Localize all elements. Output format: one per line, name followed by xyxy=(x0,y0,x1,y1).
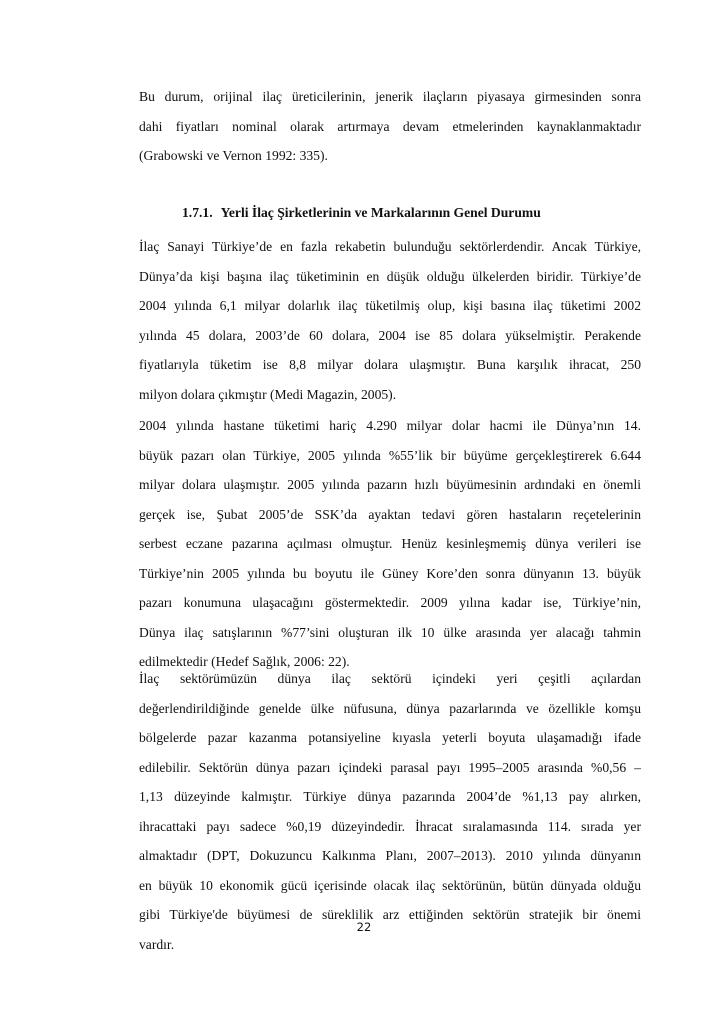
text-line: almaktadır (DPT, Dokuzuncu Kalkınma Planı, 2007–2013). 2010 yılında dünyanın xyxy=(139,848,641,863)
text-line: dahi fiyatları nominal olarak artırmaya devam etmelerinden kaynaklanmaktadır xyxy=(139,118,641,134)
page-number: 22 xyxy=(356,920,372,934)
text-line: yılında 45 dolara, 2003’de 60 dolara, 2004 ise 85 dolara yükselmiştir. Perakende xyxy=(139,327,641,343)
text-line: milyar dolara ulaşmıştır. 2005 yılında pazarın hızlı büyümesinin ardındaki en önemli xyxy=(139,477,641,492)
text-line: milyon dolara çıkmıştır (Medi Magazin, 2005). xyxy=(139,386,397,402)
text-line: Bu durum, orijinal ilaç üreticilerinin, jenerik ilaçların piyasaya girmesinden sonra xyxy=(139,89,641,104)
text-line: bölgelerde pazar kazanma potansiyeline kıyasla yeterli boyuta ulaşamadığı ifade xyxy=(139,730,641,745)
text-line: İlaç sektörümüzün dünya ilaç sektörü içindeki yeri çeşitli açılardan xyxy=(139,671,641,686)
text-line: İlaç Sanayi Türkiye’de en fazla rekabetin bulunduğu sektörlerdendir. Ancak Türkiye, xyxy=(139,239,641,254)
text-line: (Grabowski ve Vernon 1992: 335). xyxy=(139,148,328,163)
text-line: 2004 yılında 6,1 milyar dolarlık ilaç tüketilmiş olup, kişi basına ilaç tüketimi 2002 xyxy=(139,298,641,313)
text-line: 1,13 düzeyinde kalmıştır. Türkiye dünya pazarında 2004’de %1,13 pay alırken, xyxy=(139,789,641,804)
text-line: vardır. xyxy=(139,936,175,952)
paragraph-3 xyxy=(139,664,641,959)
paragraph-2 xyxy=(139,411,641,677)
text-line: pazarı konumuna ulaşacağını göstermektedir. 2009 yılına kadar ise, Türkiye’nin, xyxy=(139,595,641,610)
text-line: edilmektedir (Hedef Sağlık, 2006: 22). xyxy=(139,654,350,669)
section-heading xyxy=(182,201,541,225)
text-line: Dünya ilaç satışlarının %77’sini oluşturan ilk 10 ülke arasında yer alacağı tahmin xyxy=(139,624,641,640)
paragraph-intro xyxy=(139,82,641,171)
text-line: gerçek ise, Şubat 2005’de SSK’da ayaktan tedavi gören hastaların reçetelerinin xyxy=(139,506,641,522)
text-line: 2004 yılında hastane tüketimi hariç 4.290 milyar dolar hacmi ile Dünya’nın 14. xyxy=(139,418,641,433)
text-line: değerlendirildiğinde genelde ülke nüfusuna, dünya pazarlarında ve özellikle komşu xyxy=(139,700,641,716)
text-line: gibi Türkiye'de büyümesi de süreklilik arz ettiğinden sektörün stratejik bir önemi xyxy=(139,907,641,922)
text-line: en büyük 10 ekonomik gücü içerisinde olacak ilaç sektörünün, bütün dünyada olduğu xyxy=(139,877,641,893)
text-line: Türkiye’nin 2005 yılında bu boyutu ile Güney Kore’den sonra dünyanın 13. büyük xyxy=(139,565,641,581)
section-number: 1.7.1. xyxy=(182,205,213,220)
text-line: fiyatlarıyla tüketim ise 8,8 milyar dolara ulaşmıştır. Buna karşılık ihracat, 250 xyxy=(139,357,641,372)
text-line: büyük pazarı olan Türkiye, 2005 yılında %55’lik bir büyüme gerçekleştirerek 6.644 xyxy=(139,447,641,463)
paragraph-1 xyxy=(139,232,641,409)
text-line: serbest eczane pazarına açılması olmuştur. Henüz kesinleşmemiş dünya verileri ise xyxy=(139,536,641,551)
text-line: ihracattaki payı sadece %0,19 düzeyindedir. İhracat sıralamasında 114. sırada yer xyxy=(139,818,641,834)
section-title: Yerli İlaç Şirketlerinin ve Markalarının Genel Durumu xyxy=(220,205,541,220)
text-line: Dünya’da kişi başına ilaç tüketiminin en düşük olduğu ülkelerden biridir. Türkiye’de xyxy=(139,268,641,284)
text-line: edilebilir. Sektörün dünya pazarı içindeki parasal payı 1995–2005 arasında %0,56 – xyxy=(139,759,641,775)
